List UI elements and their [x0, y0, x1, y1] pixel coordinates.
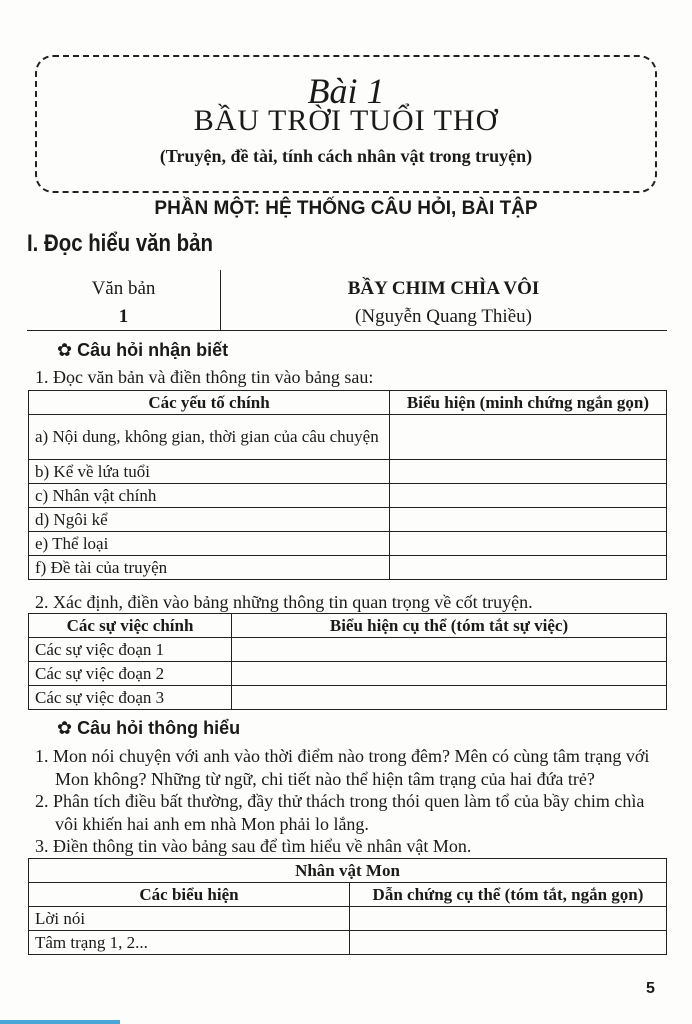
answer-cell[interactable] [232, 686, 667, 710]
question-2: 2. Xác định, điền vào bảng những thông tin quan trọng về cốt truyện. [35, 592, 533, 612]
text-number: 1 [118, 306, 129, 327]
section-title: I. Đọc hiểu văn bản [27, 230, 213, 257]
answer-cell[interactable] [350, 907, 667, 931]
comprehension-question-2: 2. Phân tích điều bất thường, đầy thử thách trong thói quen làm tổ của bầy chim chìa vôi khiến hai anh em nhà Mon phải lo lắng. [35, 791, 645, 834]
table-row: Tâm trạng 1, 2... [29, 931, 667, 955]
answer-cell[interactable] [390, 460, 667, 484]
comprehension-question-1: 1. Mon nói chuyện với anh vào thời điểm nào trong đêm? Mên có cùng tâm trạng với Mon không? Những từ ngữ, chi tiết nào thể hiện tâm trạng của hai đứa trẻ? [35, 746, 650, 789]
lesson-subtitle: (Truyện, đề tài, tính cách nhân vật trong truyện) [159, 146, 533, 166]
table-row: a) Nội dung, không gian, thời gian của câu chuyện [29, 415, 667, 460]
work-title: BẦY CHIM CHÌA VÔI [347, 278, 540, 299]
answer-cell[interactable] [232, 662, 667, 686]
answer-cell[interactable] [232, 638, 667, 662]
table-row: Các sự việc đoạn 2 [29, 662, 667, 686]
table-row: d) Ngôi kể [29, 508, 667, 532]
lesson-number: Bài 1 [307, 71, 385, 111]
table-row: Các sự việc đoạn 3 [29, 686, 667, 710]
table-row: f) Đề tài của truyện [29, 556, 667, 580]
table-key-elements: Các yếu tố chính Biểu hiện (minh chứng ngắn gọn) a) Nội dung, không gian, thời gian của câu chuyện b) Kể về lứa tuổi c) Nhân vật chính d) Ngôi kể e) Thể loại f) Đề tài của truyện [28, 390, 667, 580]
text-info-block [27, 270, 667, 331]
flower-icon: ✿ [57, 340, 73, 360]
comprehension-heading: ✿ Câu hỏi thông hiểu [57, 718, 241, 738]
table-row: Lời nói [29, 907, 667, 931]
answer-cell[interactable] [390, 415, 667, 460]
table-row: b) Kể về lứa tuổi [29, 460, 667, 484]
part-title: PHẦN MỘT: HỆ THỐNG CÂU HỎI, BÀI TẬP [154, 198, 538, 219]
answer-cell[interactable] [350, 931, 667, 955]
table-row: Các sự việc đoạn 1 [29, 638, 667, 662]
answer-cell[interactable] [390, 484, 667, 508]
answer-cell[interactable] [390, 556, 667, 580]
answer-cell[interactable] [390, 532, 667, 556]
question-1: 1. Đọc văn bản và điền thông tin vào bảng sau: [35, 367, 374, 387]
table-row: c) Nhân vật chính [29, 484, 667, 508]
text-label: Văn bản [91, 278, 156, 299]
work-author: (Nguyễn Quang Thiều) [355, 306, 532, 327]
table-row: e) Thể loại [29, 532, 667, 556]
answer-cell[interactable] [390, 508, 667, 532]
table-plot-events: Các sự việc chính Biểu hiện cụ thể (tóm tắt sự việc) Các sự việc đoạn 1 Các sự việc đoạn 2 Các sự việc đoạn 3 [28, 613, 667, 710]
page-number: 5 [646, 980, 655, 997]
lesson-title: BẦU TRỜI TUỔI THƠ [193, 104, 499, 137]
table-character-mon: Nhân vật Mon Các biểu hiện Dẫn chứng cụ thể (tóm tắt, ngắn gọn) Lời nói Tâm trạng 1, 2... [28, 858, 667, 955]
recognition-heading: ✿ Câu hỏi nhận biết [57, 340, 229, 360]
scan-edge [0, 1020, 120, 1024]
flower-icon: ✿ [57, 718, 73, 738]
comprehension-question-3: 3. Điền thông tin vào bảng sau để tìm hiểu về nhân vật Mon. [35, 836, 472, 856]
